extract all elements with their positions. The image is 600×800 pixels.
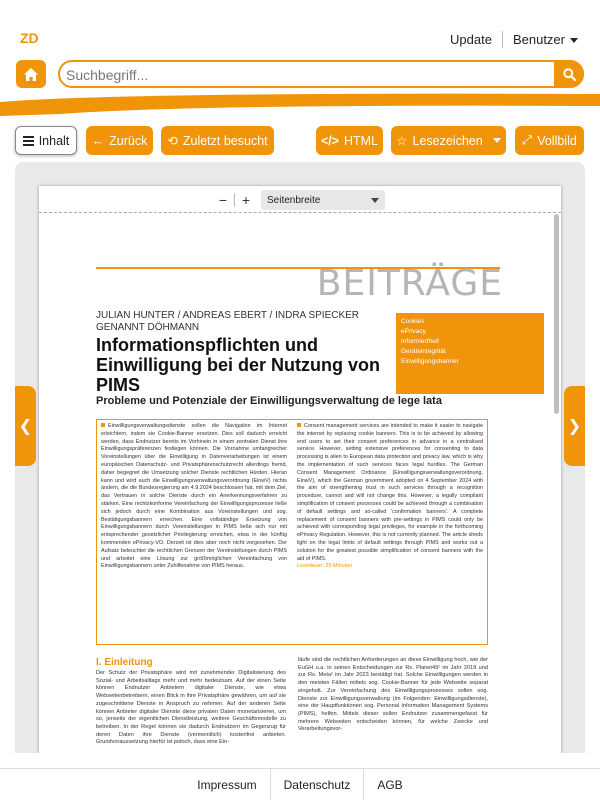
user-menu[interactable] [513, 32, 578, 47]
fullscreen-label: Vollbild [537, 133, 577, 148]
contents-label: Inhalt [38, 133, 70, 148]
divider [502, 31, 503, 48]
footer-terms-link[interactable]: AGB [377, 777, 403, 792]
keyword: Geräteintegrität [401, 348, 446, 355]
body-column-right [298, 657, 488, 753]
fullscreen-button[interactable] [515, 126, 584, 155]
zoom-in-button[interactable]: + [241, 192, 251, 208]
update-link[interactable]: Update [450, 32, 492, 47]
article-title: Informationspflichten und Einwilligung bei der Nutzung von PIMS [96, 335, 380, 395]
next-page-button[interactable] [564, 386, 585, 466]
body-text-right: läufe sind die rechtlichen Anforderungen an diese Einwilligung hoch, wie der EuGH u.a. in seinen Entscheidungen zur Rs. Planet49¹ im Jahr 2019 und zur Rs. Meta² im Jahr 2023 bestätigt hat. Solche Einwilligungen werden in den meisten Fällen mittels sog. Cookie-Banner für jede Webseite separat eingeholt. Zur Vereinfachung des Einwilligungsprozesses sollen sog. Dienste zur Einwilligungsverwaltung (im Folgenden: Einwilligungsdienste), eine der Hauptfunktionen sog. Personal Information Management Systems (PIMS), helfen. Mittels dieser sollen Endnutzer zusammengefasst für mehrere Webseiten entscheiden können, für welche Zwecke und Verarbeitungsvor- [298, 657, 488, 733]
html-button[interactable] [316, 126, 383, 155]
footer-privacy-link[interactable]: Datenschutz [283, 777, 351, 792]
history-icon: ⟲ [167, 134, 178, 148]
pdf-page [39, 186, 561, 753]
chevron-right-icon: ❯ [567, 418, 582, 435]
section-heading: BEITRÄGE [316, 263, 503, 304]
search-box [58, 60, 584, 88]
article-body [96, 657, 488, 753]
abstract-german-text: Einwilligungsverwaltungsdienste sollen die Navigation im Internet erleichtern, indem sie Cookie-Banner ersetzen. Dies soll dadurch erreicht werden, dass Endnutzer bereits im Vorhinein in einem zentralen Dienst ihre Einwilligungspräferenzen festlegen können. Die Vornahme umfangreicher Voreinstellungen über die Einwilligung in Datenverarbeitungen ist einem europäischen Datenschutz- und Privatsphärenschutzrecht allerdings fremd, daher begegnet die Umsetzung solcher Dienste rechtlichen Hürden. Hieran kann und wird auch die Einwilligungsverwaltungsverordnung (EinwV) nichts ändern, die die Bundesregierung am 4.9.2024 beschlossen hat, mit dem Ziel, das Vertrauen in solche Dienste durch ein Anerkennungsverfahren zu stärken. Eine rechtskonforme Vereinfachung der Einwilligungsprozesse ließe sich jedoch durch eine Kombination aus Voreinstellungen und sog. Bestätigungsbannern erreichen. Eine vollständige Ersetzung von Einwilligungsbannern durch Voreinstellungen in PIMS ließe sich nur mit entsprechender gesetzlicher Privilegierung erreichen, etwa in der künftig kommenden ePrivacy-VO. Derzeit ist dies aber noch nicht vorgesehen. Der Aufsatz beleuchtet die rechtlichen Grenzen der Voreinstellungen durch PIMS und arbeitet eine Lösung zur größtmöglichen Vereinfachung von Einwilligungsbannern unter Zuhilfenahme von PIMS heraus. [101, 423, 287, 570]
keyword: Informiertheit [401, 338, 439, 345]
zoom-select[interactable] [261, 190, 385, 210]
html-label: HTML [344, 133, 379, 148]
search-button[interactable] [554, 60, 584, 88]
article-authors: JULIAN HUNTER / ANDREAS EBERT / INDRA SPIECKER GENANNT DÖHMANN [96, 310, 360, 333]
home-button[interactable] [16, 60, 46, 88]
article-subtitle: Probleme und Potenziale der Einwilligungsverwaltung de lege lata [96, 395, 442, 407]
zoom-out-button[interactable]: − [218, 192, 228, 208]
keyword: ePrivacy [401, 328, 426, 335]
intro-heading: I. Einleitung [96, 657, 153, 668]
code-icon: </> [320, 133, 340, 148]
home-icon [24, 68, 38, 81]
page-ruler [39, 212, 561, 213]
bullet-icon [297, 423, 301, 427]
recent-label: Zuletzt besucht [182, 133, 268, 148]
body-column-left [96, 657, 286, 753]
footer [0, 768, 600, 800]
footer-imprint-link[interactable]: Impressum [197, 777, 257, 792]
scrollbar[interactable] [554, 214, 559, 414]
abstract-english-text: Consent management services are intended to make it easier to navigate the internet by replacing cookie banners. This is to be achieved by allowing end users to set their consent preferences in advance in a centralised service. However, setting extensive preferences for consenting to data processing is alien to European data protection and privacy law, which is why the implementation of such services faces legal hurdles. The German Consent Management Ordinance (Einwilligungsverwaltungsverordnung, EinwV), which the German government adopted on 4 September 2024 with the aim of strengthening trust in such services through a recognition procedure, cannot and will not change this. However, a legally compliant simplification of consent processes could be achieved through a combination of default settings and so-called 'confirmation banners'. A complete replacement of consent banners with pre-settings in PIMS could only be achieved with corresponding legal privileges, for example in the forthcoming ePrivacy Regulation. However, this is not currently planned. The article sheds light on the legal limits of default settings through PIMS and works out a solution for the greatest possible simplification of consent banners with the aid of PIMS. [297, 423, 483, 562]
header-swoosh [0, 92, 600, 116]
back-button[interactable] [86, 126, 153, 155]
zoom-select-value: Seitenbreite [267, 194, 321, 206]
bookmarks-button[interactable] [391, 126, 506, 155]
bullet-icon [101, 423, 105, 427]
user-menu-label: Benutzer [512, 32, 565, 47]
previous-page-button[interactable] [15, 386, 36, 466]
search-input[interactable] [66, 66, 536, 84]
divider [234, 193, 235, 207]
top-links [450, 31, 578, 48]
body-text-left: Der Schutz der Privatsphäre wird mit zunehmender Digitalisierung des Sozial- und Arbeitsalltags mehr und mehr bedeutsam. Auf der einen Seite können Endnutzer Anbietern digitaler Dienste, wie etwa Webseitenbetreibern, einen Blick in ihre Privatsphäre gewähren, um auf sie zugeschnittene Dienste in Anspruch zu nehmen. Auf der anderen Seite können Anbieter digitaler Dienste diese privaten Daten monetarisieren, um so, jenseits der eigentlichen Dienstleistung, weitere Geschäftsmodelle zu betreiben. In der Regel können sie dadurch Endnutzern im Gegenzug für deren Daten ihre Dienste (vermeintlich) kostenfrei anbieten. Grundvoraussetzung hierfür ist jedoch, dass eine Ein- [96, 670, 286, 746]
keywords-box [396, 313, 544, 394]
abstract-english [297, 423, 483, 641]
back-label: Zurück [109, 133, 148, 148]
contents-button[interactable] [15, 126, 77, 155]
keyword: Cookies [401, 318, 425, 325]
recent-button[interactable] [161, 126, 274, 155]
search-icon [563, 68, 576, 81]
chevron-down-icon [570, 38, 578, 43]
star-icon: ☆ [396, 134, 408, 148]
read-time: Lesedauer: 29 Minuten [297, 563, 353, 570]
arrow-left-icon: ← [91, 133, 105, 148]
bookmarks-label: Lesezeichen [412, 133, 483, 148]
chevron-down-icon [493, 138, 501, 143]
zoom-bar [216, 190, 385, 210]
abstract-german [101, 423, 287, 641]
menu-icon [23, 136, 34, 146]
fullscreen-icon: ⤢ [522, 133, 533, 147]
logo[interactable]: ZD [20, 30, 39, 46]
chevron-down-icon [371, 198, 379, 203]
keyword: Einwilligungsbanner [401, 358, 459, 365]
chevron-left-icon: ❮ [18, 418, 33, 435]
document-viewer [15, 162, 585, 753]
abstract-box [96, 419, 488, 645]
